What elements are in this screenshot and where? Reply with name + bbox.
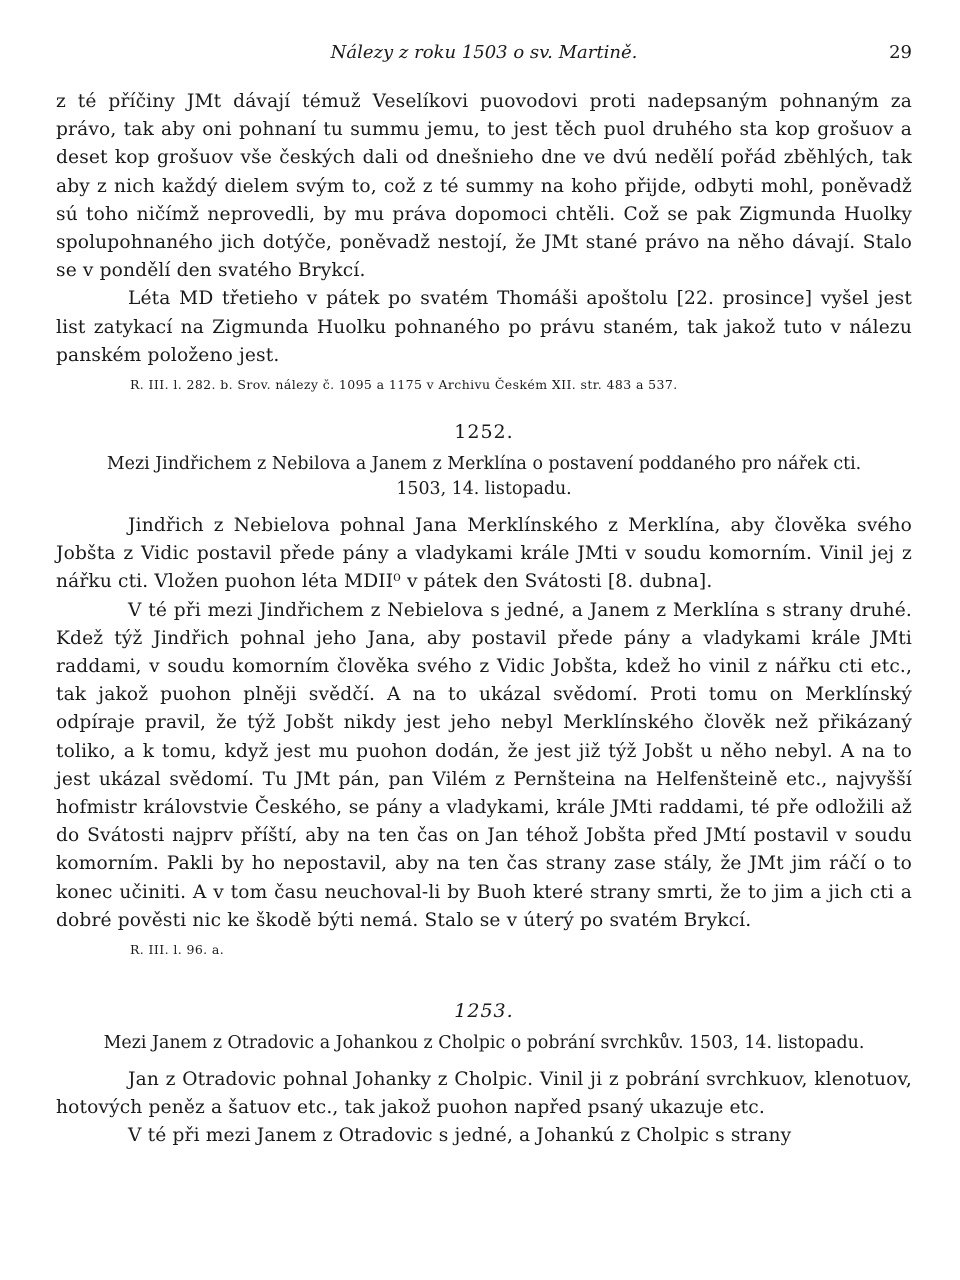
page-body [56, 88, 912, 1151]
entry-date: 1503, 14. listopadu. [396, 479, 572, 500]
document-page [56, 38, 912, 1151]
entry-paragraph: V té při mezi Jindřichem z Nebielova s jedné, a Janem z Merklína s strany druhé. Kdež týž Jindřich pohnal jeho Jana, aby postavil přede pány a vladykami krále JMti raddami, v soudu komorním člověka svého z Vidic Jobšta, kdež ho vinil z nářku cti etc., tak jakož puohon plněji svědčí. A na to ukázal svědomí. Proti tomu on Merklínský odpíraje pravil, že týž Jobšt nikdy jest jeho nebyl Merklínského člověk než přikázaný toliko, a k tomu, když jest mu puohon dodán, že jest již týž Jobšt u něho nebyl. A na to jest ukázal svědomí. Tu JMt pán, pan Vilém z Pernšteina na Helfenšteině etc., najvyšší hofmistr královstvie Českého, se pány a vladykami, krále JMti raddami, té pře odložili až do Svátosti najprv příští, aby na ten čas on Jan téhož Jobšta před JMtí postavil v soudu komorním. Pakli by ho nepostavil, aby na ten čas strany zase stály, že JMt jim ráčí o to konec učiniti. A v tom času neuchoval-li by Buoh které strany smrti, že to jim a jich cti a dobré pověsti nic ke škodě býti nemá. Stalo se v úterý po svatém Brykcí. [56, 599, 912, 931]
running-title: Nálezy z roku 1503 o sv. Martině. [330, 42, 638, 63]
entry-paragraph: Jindřich z Nebielova pohnal Jana Merklínského z Merklína, aby člověka svého Jobšta z Vidic postavil přede pány a vladykami krále JMti v soudu komorním. Vinil jej z nářku cti. Vložen puohon léta MDII⁰ v pátek den Svátosti [8. dubna]. [56, 515, 912, 593]
source-note: R. III. l. 282. b. Srov. nálezy č. 1095 a 1175 v Archivu Českém XII. str. 483 a 537. [130, 377, 678, 393]
entry-heading [56, 452, 912, 502]
page-number: 29 [889, 42, 912, 63]
entry-1252 [56, 418, 912, 963]
entry-paragraph: Jan z Otradovic pohnal Johanky z Cholpic. Vinil ji z pobrání svrchkuov, klenotuov, hotových peněz a šatuov etc., tak jakož puohon napřed psaný ukazuje etc. [56, 1069, 912, 1119]
entry-heading-line: Mezi Jindřichem z Nebilova a Janem z Merklína o postavení poddaného pro nářek cti. [106, 454, 862, 475]
entry-number: 1253. [454, 1000, 514, 1023]
running-head [56, 38, 912, 68]
continuation-paragraph: Léta MD třetieho v pátek po svatém Thomáši apoštolu [22. prosince] vyšel jest list zatykací na Zigmunda Huolku pohnaného po právu staném, tak jakož tuto v nálezu panském položeno jest. [56, 288, 912, 366]
source-note: R. III. l. 96. a. [130, 942, 225, 958]
continuation-paragraph: z té příčiny JMt dávají témuž Veselíkovi puovodovi proti nadepsaným pohnaným za právo, tak aby oni pohnaní tu summu jemu, to jest těch puol druhého sta kop grošuov a deset kop grošuov vše českých dali od dnešnieho dne ve dvú nedělí pořád zběhlých, tak aby z nich každý dielem svým to, což z té summy na koho přijde, odbyti mohl, poněvadž sú toho ničímž neprovedli, by mu práva dopomoci chtěli. Což se pak Zigmunda Huolky spolupohnaného jich dotýče, poněvadž nestojí, že JMt stané právo na něho dávají. Stalo se v pondělí den svatého Brykcí. [56, 91, 912, 282]
entry-paragraph: V té při mezi Janem z Otradovic s jedné, a Johankú z Cholpic s strany [128, 1125, 792, 1147]
entry-heading [56, 1031, 912, 1056]
entry-1253 [56, 997, 912, 1151]
entry-number: 1252. [454, 421, 514, 444]
entry-heading-line: Mezi Janem z Otradovic a Johankou z Cholpic o pobrání svrchkův. 1503, 14. listopadu. [103, 1033, 865, 1054]
